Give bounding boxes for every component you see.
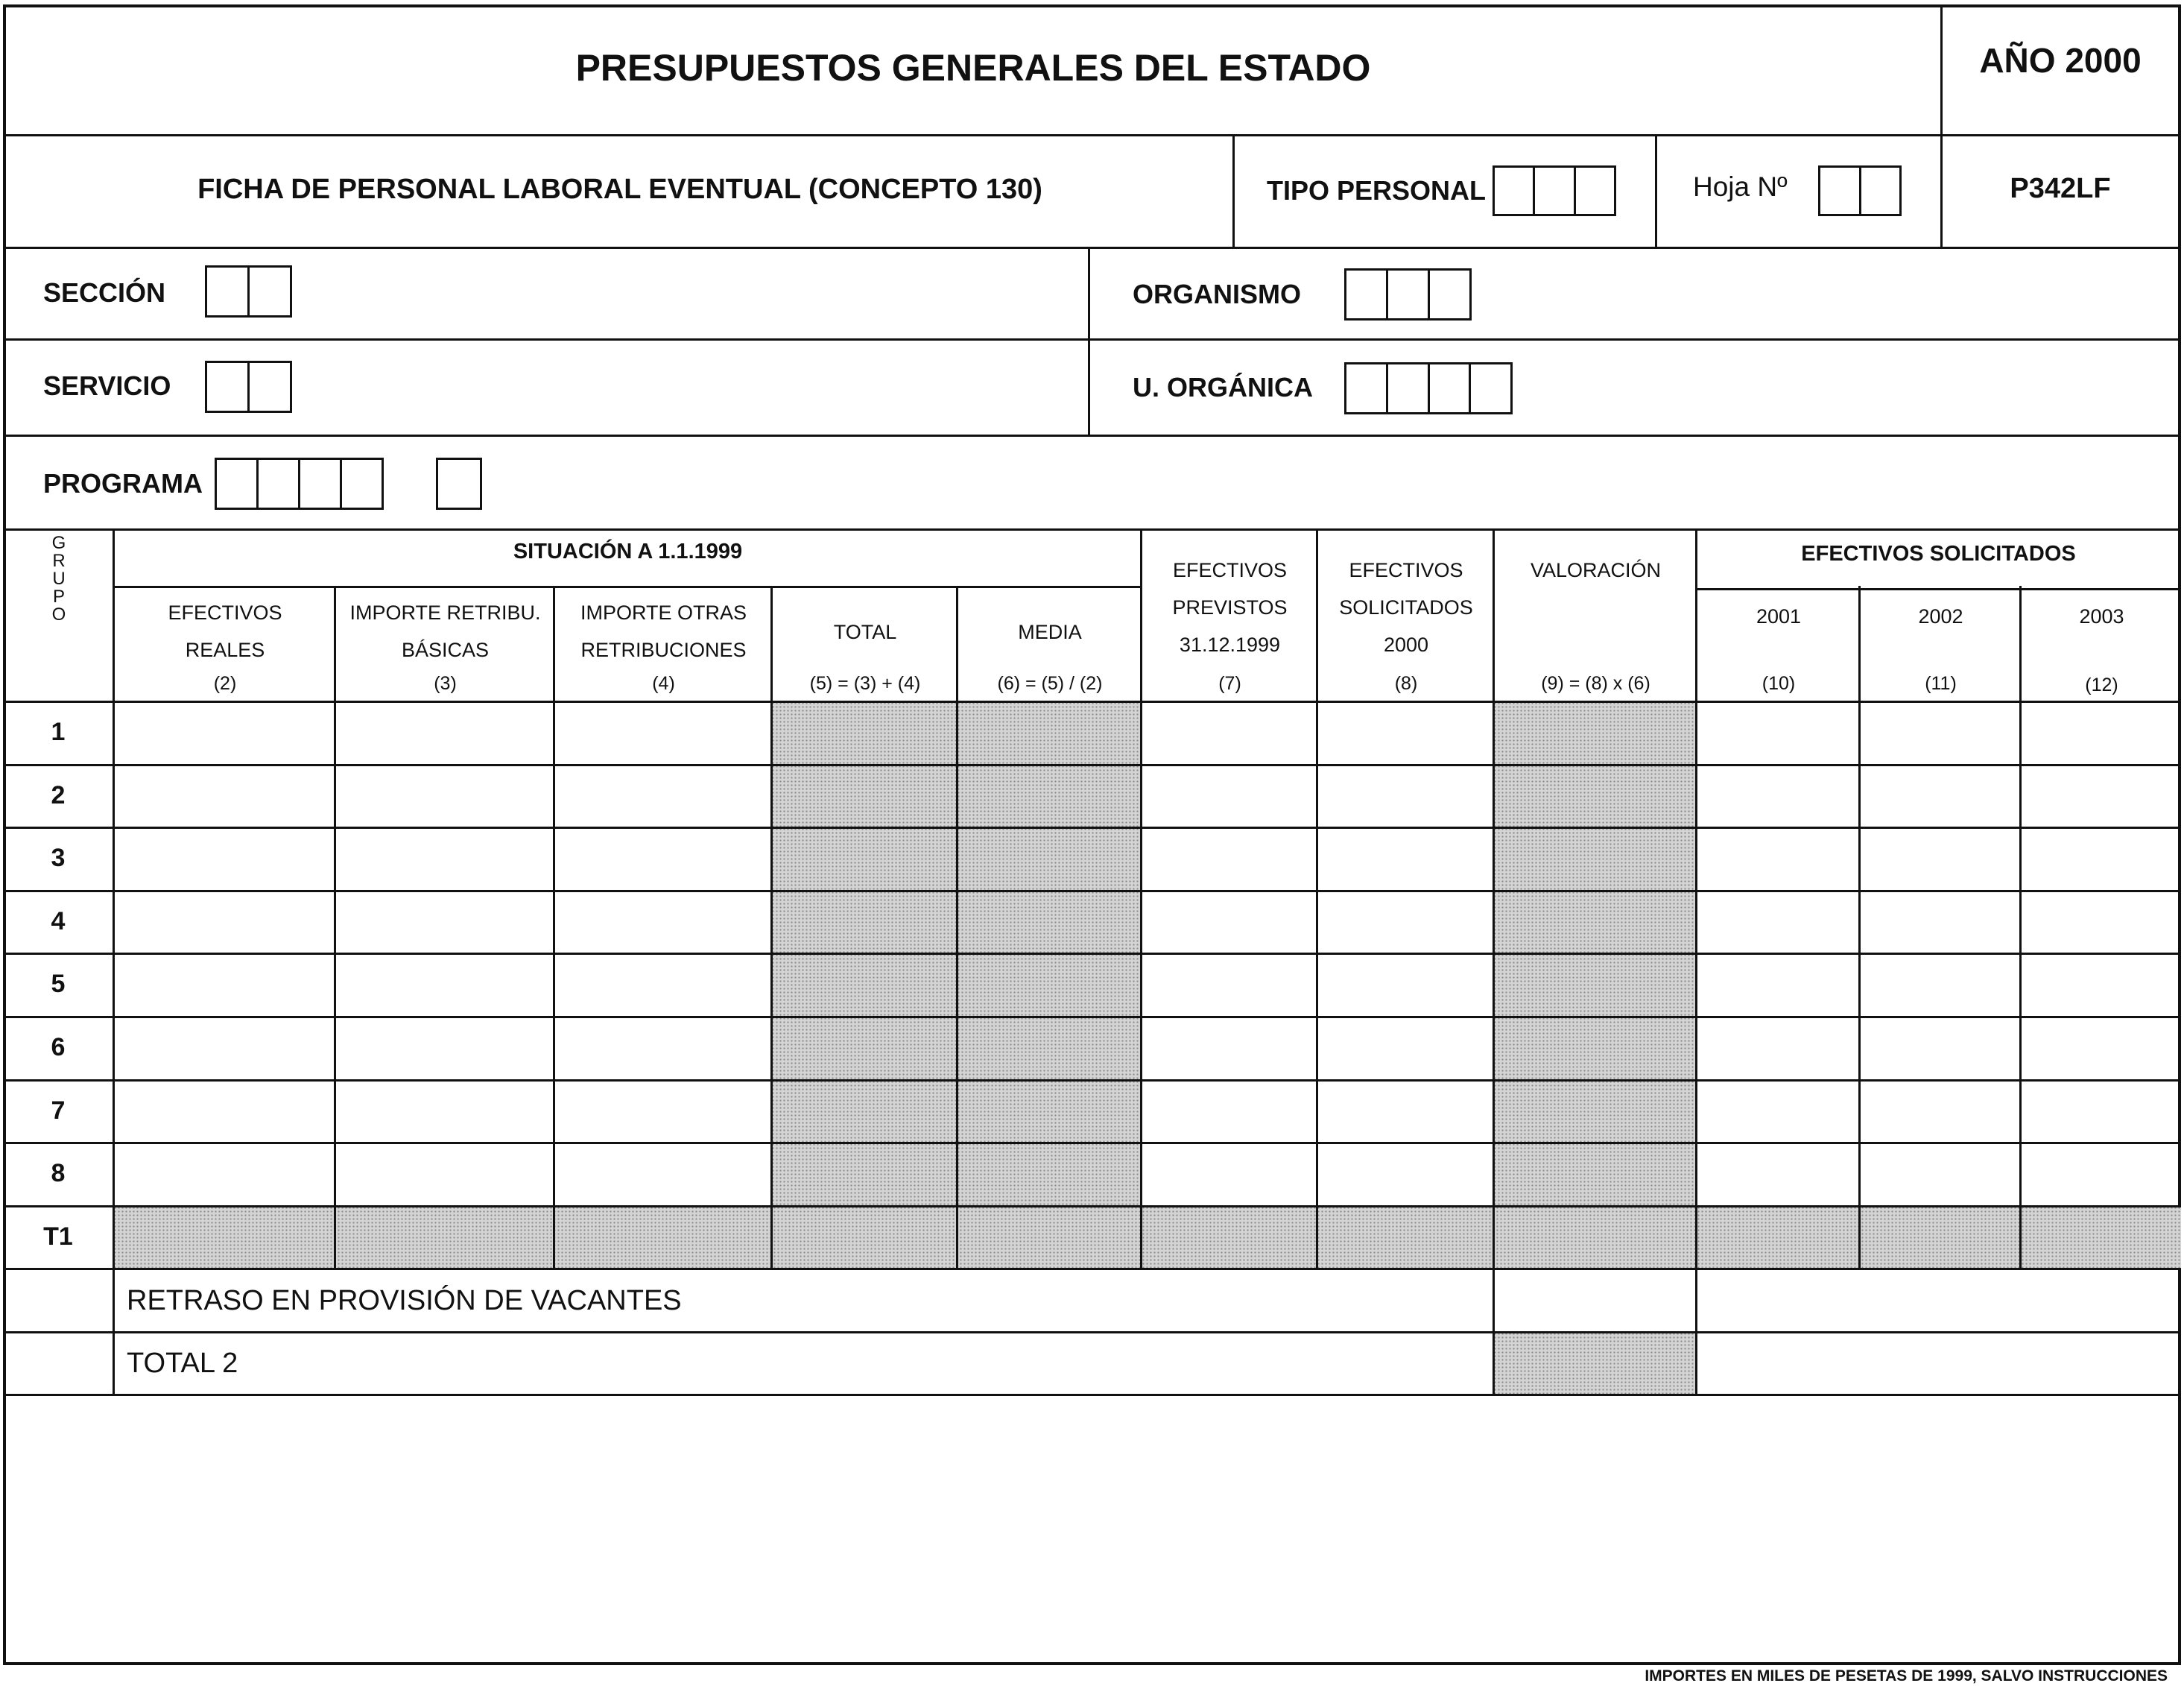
grid-hline xyxy=(3,1331,2181,1333)
shaded-cell xyxy=(771,891,957,954)
shaded-cell xyxy=(771,1080,957,1143)
divider xyxy=(1088,247,1090,437)
seccion-label: SECCIÓN xyxy=(43,277,166,308)
col-header-line: REALES xyxy=(185,639,265,661)
table-cell-input[interactable] xyxy=(115,1082,333,1142)
form-code: P342LF xyxy=(2010,173,2111,204)
table-cell-input[interactable] xyxy=(115,766,333,827)
shaded-cell xyxy=(771,953,957,1017)
servicio-label: SERVICIO xyxy=(43,370,171,401)
table-cell-input[interactable] xyxy=(115,892,333,953)
grid-hline xyxy=(3,1394,2181,1396)
table-cell-input[interactable] xyxy=(336,829,552,889)
programa-extra-field[interactable] xyxy=(436,458,482,510)
grupo-row-label: 6 xyxy=(51,1033,66,1061)
col-header-line: EFECTIVOS xyxy=(1349,559,1463,581)
col-ref: (7) xyxy=(1218,673,1241,694)
table-cell-input[interactable] xyxy=(115,1018,333,1079)
col-header-2001 xyxy=(1698,598,1859,635)
table-cell-input[interactable] xyxy=(4,1144,112,1204)
col-header-efectivos-previstos xyxy=(1143,552,1317,663)
table-cell-input[interactable] xyxy=(1142,892,1315,953)
table-cell-input[interactable] xyxy=(958,829,1139,889)
col-header-line: 2000 xyxy=(1383,634,1429,656)
table-cell-input[interactable] xyxy=(1495,703,1694,763)
table-cell-input[interactable] xyxy=(115,955,333,1015)
divider xyxy=(3,338,2181,341)
table-cell-input[interactable] xyxy=(2022,1082,2180,1142)
table-cell-input[interactable] xyxy=(1861,703,2019,763)
table-cell-input[interactable] xyxy=(1495,892,1694,953)
divider xyxy=(1655,134,1657,249)
col-ref: (10) xyxy=(1762,673,1796,694)
grupo-row-label: 8 xyxy=(51,1159,66,1188)
shaded-cell xyxy=(771,1143,957,1206)
table-cell-input[interactable] xyxy=(2022,703,2180,763)
table-cell-input[interactable] xyxy=(1495,1082,1694,1142)
table-cell-input[interactable] xyxy=(1861,766,2019,827)
shaded-cell xyxy=(1493,1332,1696,1395)
col-ref: (12) xyxy=(2085,675,2118,695)
col-header-line: 2003 xyxy=(2079,605,2124,628)
table-cell-input[interactable] xyxy=(115,829,333,889)
table-cell-input[interactable] xyxy=(1697,1144,1858,1204)
table-cell-input[interactable] xyxy=(2022,1144,2180,1204)
col-header-media xyxy=(959,613,1141,651)
col-ref: (8) xyxy=(1394,673,1418,694)
hoja-field[interactable] xyxy=(1818,165,1902,216)
table-cell-input[interactable] xyxy=(1861,1144,2019,1204)
grid-hline xyxy=(1696,588,2181,590)
col-header-line: TOTAL xyxy=(833,621,897,643)
table-cell-input[interactable] xyxy=(958,1018,1139,1079)
efectivos-solicitados-header: EFECTIVOS SOLICITADOS xyxy=(1801,542,2076,566)
seccion-field[interactable] xyxy=(205,265,292,318)
col-header-line: BÁSICAS xyxy=(401,639,490,661)
shaded-cell xyxy=(771,827,957,891)
col-header-importe-otras xyxy=(556,594,771,669)
grupo-letter: O xyxy=(51,604,66,625)
col-header-total xyxy=(773,613,957,651)
grid-hline xyxy=(113,586,1141,588)
shaded-cell xyxy=(771,765,957,828)
grupo-vertical-label xyxy=(48,534,70,624)
grupo-letter: G xyxy=(51,533,66,553)
table-cell-input[interactable] xyxy=(2022,1018,2180,1079)
table-cell-input[interactable] xyxy=(4,892,112,953)
col-header-line: EFECTIVOS xyxy=(168,602,282,624)
total2-label: TOTAL 2 xyxy=(127,1348,238,1379)
col-header-valoracion xyxy=(1495,552,1696,589)
table-cell-input[interactable] xyxy=(1861,955,2019,1015)
col-header-line: IMPORTE RETRIBU. xyxy=(349,602,541,624)
grupo-row-label: 4 xyxy=(51,906,66,935)
table-cell-input[interactable] xyxy=(4,766,112,827)
servicio-field[interactable] xyxy=(205,361,292,413)
table-cell-input[interactable] xyxy=(1861,829,2019,889)
grid-hline xyxy=(3,1268,2181,1270)
col-header-2003 xyxy=(2022,598,2181,635)
shaded-cell xyxy=(771,701,957,765)
grupo-row-label: 2 xyxy=(51,780,66,809)
table-cell-input[interactable] xyxy=(336,892,552,953)
table-cell-input[interactable] xyxy=(336,766,552,827)
table-cell-input[interactable] xyxy=(1142,829,1315,889)
table-cell-input[interactable] xyxy=(1142,1018,1315,1079)
table-cell-input[interactable] xyxy=(336,1018,552,1079)
table-cell-input[interactable] xyxy=(4,955,112,1015)
table-cell-input[interactable] xyxy=(1495,1144,1694,1204)
table-cell-input[interactable] xyxy=(1697,703,1858,763)
table-cell-input[interactable] xyxy=(1697,892,1858,953)
col-header-line: 31.12.1999 xyxy=(1179,634,1281,656)
table-cell-input[interactable] xyxy=(115,703,333,763)
grupo-row-label: T1 xyxy=(43,1222,73,1251)
grupo-row-label: 1 xyxy=(51,718,66,746)
divider xyxy=(3,134,2181,136)
col-header-importe-basicas xyxy=(337,594,554,669)
col-header-line: RETRIBUCIONES xyxy=(580,639,747,661)
table-cell-input[interactable] xyxy=(1697,1082,1858,1142)
organismo-label: ORGANISMO xyxy=(1133,279,1302,309)
table-cell-input[interactable] xyxy=(1495,766,1694,827)
table-cell-input[interactable] xyxy=(2022,955,2180,1015)
col-header-line: IMPORTE OTRAS xyxy=(580,602,747,624)
programa-field[interactable] xyxy=(215,458,384,510)
table-cell-input[interactable] xyxy=(1861,892,2019,953)
u-organica-field[interactable] xyxy=(1344,362,1513,414)
grupo-letter: R xyxy=(52,551,66,571)
table-cell-input[interactable] xyxy=(1142,703,1315,763)
col-header-line: 2002 xyxy=(1918,605,1963,628)
grupo-letter: P xyxy=(52,587,65,607)
col-ref: (4) xyxy=(652,673,675,694)
footer-note: IMPORTES EN MILES DE PESETAS DE 1999, SALVO INSTRUCCIONES xyxy=(1645,1667,2168,1685)
col-header-line: EFECTIVOS xyxy=(1172,559,1288,581)
table-cell-input[interactable] xyxy=(2022,829,2180,889)
table-cell-input[interactable] xyxy=(1697,829,1858,889)
table-cell-input[interactable] xyxy=(1697,955,1858,1015)
organismo-field[interactable] xyxy=(1344,268,1472,321)
col-ref: (3) xyxy=(434,673,457,694)
col-ref: (9) = (8) x (6) xyxy=(1541,673,1650,694)
table-cell-input[interactable] xyxy=(115,1144,333,1204)
col-header-line: MEDIA xyxy=(1018,621,1082,643)
table-cell-input[interactable] xyxy=(4,829,112,889)
grid-hline xyxy=(3,1205,2181,1207)
table-cell-input[interactable] xyxy=(958,1082,1139,1142)
table-cell-input[interactable] xyxy=(1495,955,1694,1015)
table-cell-input[interactable] xyxy=(1861,1082,2019,1142)
divider xyxy=(3,247,2181,249)
table-cell-input[interactable] xyxy=(1142,1144,1315,1204)
table-cell-input[interactable] xyxy=(1142,1082,1315,1142)
grupo-row-label: 5 xyxy=(51,970,66,999)
table-cell-input[interactable] xyxy=(1495,1018,1694,1079)
table-cell-input[interactable] xyxy=(1142,955,1315,1015)
table-cell-input[interactable] xyxy=(1495,829,1694,889)
table-cell-input[interactable] xyxy=(958,766,1139,827)
table-cell-input[interactable] xyxy=(1697,766,1858,827)
table-cell-input[interactable] xyxy=(2022,766,2180,827)
retraso-label: RETRASO EN PROVISIÓN DE VACANTES xyxy=(127,1285,682,1316)
form-title: FICHA DE PERSONAL LABORAL EVENTUAL (CONCEPTO 130) xyxy=(197,174,1042,205)
table-cell-input[interactable] xyxy=(336,1082,552,1142)
shaded-total-row xyxy=(113,1206,2181,1269)
tipo-personal-label: TIPO PERSONAL xyxy=(1267,175,1487,206)
divider xyxy=(3,435,2181,437)
table-cell-input[interactable] xyxy=(958,703,1139,763)
col-ref: (5) = (3) + (4) xyxy=(809,673,921,694)
col-header-efectivos-reales xyxy=(115,594,335,669)
table-cell-input[interactable] xyxy=(1697,1018,1858,1079)
u-organica-label: U. ORGÁNICA xyxy=(1133,372,1313,402)
table-cell-input[interactable] xyxy=(336,955,552,1015)
year-label: AÑO 2000 xyxy=(1979,41,2142,80)
table-cell-input[interactable] xyxy=(958,955,1139,1015)
hoja-label: Hoja Nº xyxy=(1693,171,1788,202)
table-cell-input[interactable] xyxy=(336,1144,552,1204)
table-cell-input[interactable] xyxy=(4,1082,112,1142)
col-header-line: PREVISTOS xyxy=(1172,596,1288,619)
grupo-row-label: 7 xyxy=(51,1096,66,1125)
grupo-row-label: 3 xyxy=(51,844,66,873)
table-cell-input[interactable] xyxy=(4,1018,112,1079)
col-ref: (6) = (5) / (2) xyxy=(997,673,1103,694)
table-cell-input[interactable] xyxy=(1861,1018,2019,1079)
page-title: PRESUPUESTOS GENERALES DEL ESTADO xyxy=(575,47,1371,89)
divider xyxy=(1232,134,1235,249)
grupo-letter: U xyxy=(52,569,66,589)
col-ref: (2) xyxy=(213,673,237,694)
col-header-2002 xyxy=(1861,598,2020,635)
table-cell-input[interactable] xyxy=(958,1144,1139,1204)
table-cell-input[interactable] xyxy=(336,703,552,763)
col-header-line: VALORACIÓN xyxy=(1530,559,1662,581)
shaded-cell xyxy=(771,1017,957,1080)
tipo-personal-field[interactable] xyxy=(1493,165,1616,216)
table-cell-input[interactable] xyxy=(4,703,112,763)
table-cell-input[interactable] xyxy=(2022,892,2180,953)
situacion-header: SITUACIÓN A 1.1.1999 xyxy=(513,540,743,563)
col-header-line: 2001 xyxy=(1756,605,1802,628)
col-header-efectivos-solicitados-2000 xyxy=(1319,552,1493,663)
divider xyxy=(3,528,2181,531)
programa-label: PROGRAMA xyxy=(43,468,203,499)
table-cell-input[interactable] xyxy=(1142,766,1315,827)
col-ref: (11) xyxy=(1925,673,1957,694)
table-cell-input[interactable] xyxy=(958,892,1139,953)
col-header-line: SOLICITADOS xyxy=(1339,596,1473,619)
